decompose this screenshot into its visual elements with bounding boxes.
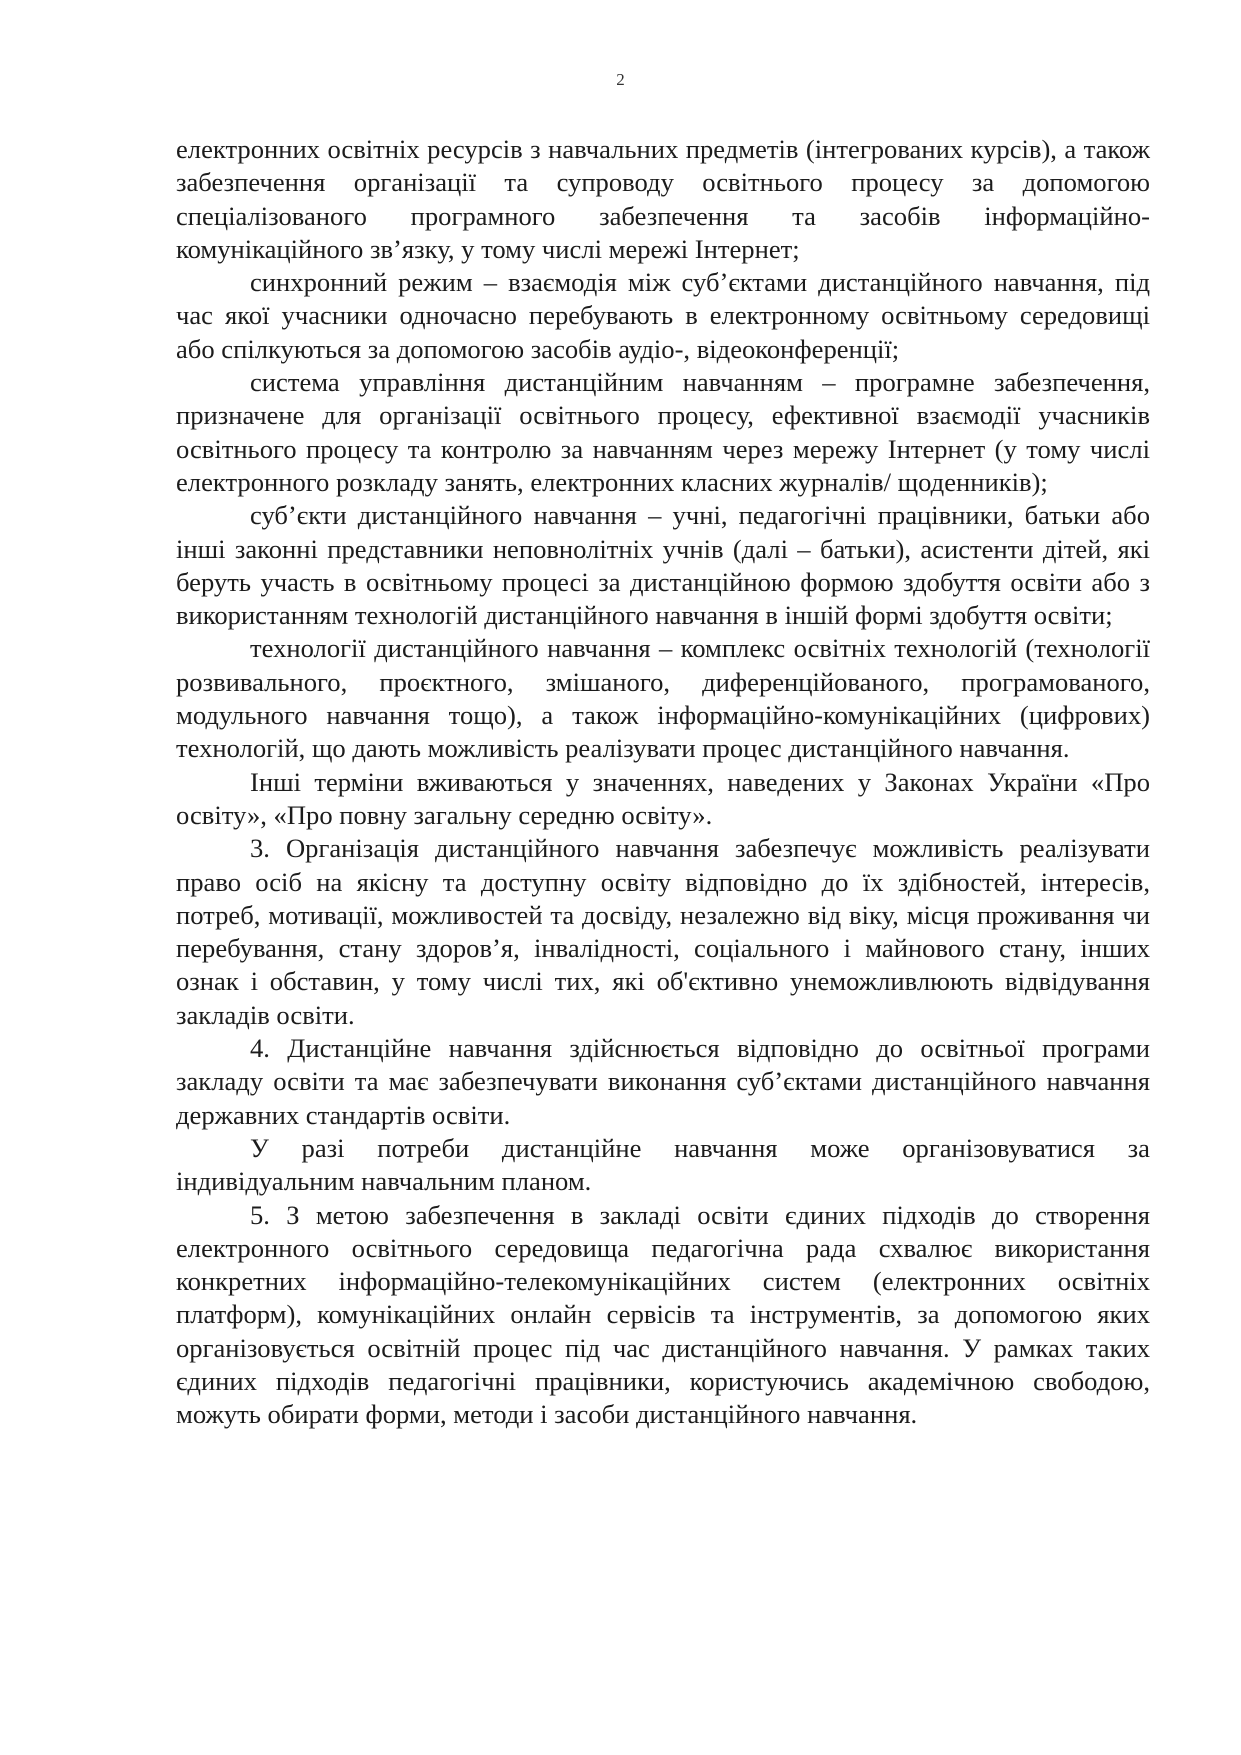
document-body [176,133,1150,1432]
paragraph-continuation: електронних освітніх ресурсів з навчальних предметів (інтегрованих курсів), а також забезпечення організації та супроводу освітнього процесу за допомогою спеціалізованого програмного забезпечення та засобів інформаційно-комунікаційного зв’язку, у тому числі мережі Інтернет; [176,134,1150,264]
paragraph-section-5: 5. З метою забезпечення в закладі освіти єдиних підходів до створення електронного освітнього середовища педагогічна рада схвалює використання конкретних інформаційно-телекомунікаційних систем (електронних освітніх платформ), комунікаційних онлайн сервісів та інструментів, за допомогою яких організовується освітній процес під час дистанційного навчання. У рамках таких єдиних підходів педагогічні працівники, користуючись академічною свободою, можуть обирати форми, методи і засоби дистанційного навчання. [176,1199,1150,1430]
paragraph-section-3: 3. Організація дистанційного навчання забезпечує можливість реалізувати право осіб на якісну та доступну освіту відповідно до їх здібностей, інтересів, потреб, мотивації, можливостей та досвіду, незалежно від віку, місця проживання чи перебування, стану здоров’я, інвалідності, соціального і майнового стану, інших ознак і обставин, у тому числі тих, які об'єктивно унеможливлюють відвідування закладів освіти. [176,833,1150,1030]
paragraph-section-4: 4. Дистанційне навчання здійснюється відповідно до освітньої програми закладу освіти та має забезпечувати виконання суб’єктами дистанційного навчання державних стандартів освіти. [176,1033,1150,1130]
paragraph-technologies-definition: технології дистанційного навчання – комплекс освітніх технологій (технології розвивального, проєктного, змішаного, диференційованого, програмованого, модульного навчання тощо), а також інформаційно-комунікаційних (цифрових) технологій, що дають можливість реалізувати процес дистанційного навчання. [176,633,1150,764]
paragraph-other-terms: Інші терміни вживаються у значеннях, наведених у Законах України «Про освіту», «Про повну загальну середню освіту». [176,766,1150,830]
paragraph-subjects-definition: суб’єкти дистанційного навчання – учні, педагогічні працівники, батьки або інші законні представники неповнолітніх учнів (далі – батьки), асистенти дітей, які беруть участь в освітньому процесі за дистанційною формою здобуття освіти або з використанням технологій дистанційного навчання в іншій формі здобуття освіти; [176,500,1150,631]
paragraph-lms-definition: система управління дистанційним навчанням – програмне забезпечення, призначене для організації освітнього процесу, ефективної взаємодії учасників освітнього процесу та контролю за навчанням через мережу Інтернет (у тому числі електронного розкладу занять, електронних класних журналів/ щоденників); [176,367,1150,497]
paragraph-synchronous-mode: синхронний режим – взаємодія між суб’єктами дистанційного навчання, під час якої учасники одночасно перебувають в електронному освітньому середовищі або спілкуються за допомогою засобів аудіо-, відеоконференції; [176,267,1150,364]
paragraph-individual-plan: У разі потреби дистанційне навчання може організовуватися за індивідуальним навчальним планом. [176,1132,1150,1197]
page-number: 2 [616,70,625,89]
